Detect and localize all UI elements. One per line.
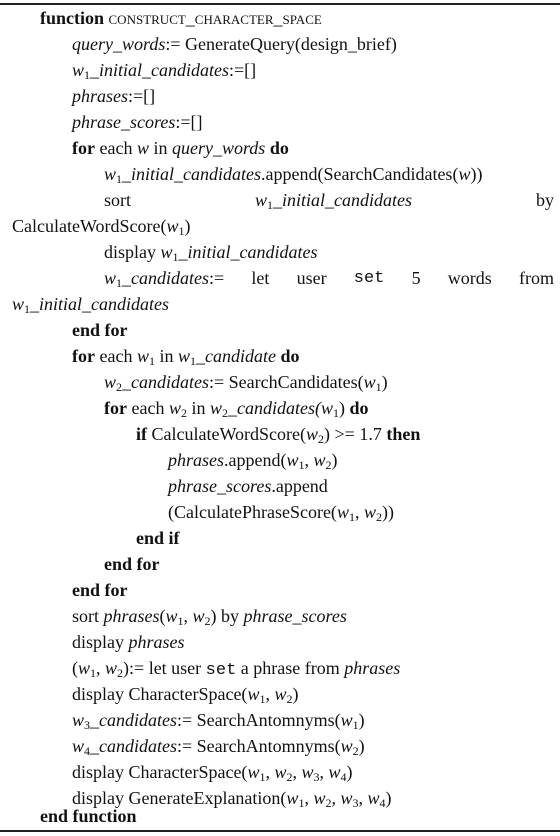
var: w (72, 710, 85, 730)
text: display (104, 242, 156, 262)
for-query-words-line (72, 136, 560, 162)
call: SearchAntomnyms( (196, 710, 341, 730)
kw: do (269, 138, 289, 158)
sub: 2 (286, 770, 293, 784)
text: ) (358, 710, 365, 730)
var: w (168, 398, 181, 418)
text: ) (210, 606, 217, 626)
var: w (274, 762, 287, 782)
sub: 1 (116, 172, 123, 186)
text: a phrase from (240, 658, 340, 678)
sub: 2 (204, 614, 211, 628)
text: ) (184, 216, 191, 236)
query-words-line (72, 32, 560, 58)
sub: 2 (117, 666, 124, 680)
text: , (265, 684, 270, 704)
call: GenerateExplanation( (128, 788, 287, 808)
function-name: construct_character_space (108, 8, 322, 28)
var: w (313, 450, 326, 470)
var: w (340, 710, 353, 730)
display-space-2-line (72, 682, 560, 708)
text: ) (385, 788, 392, 808)
var: w (458, 164, 471, 184)
text: 5 (411, 268, 421, 288)
var: w (136, 138, 149, 158)
end-if: end if (136, 528, 180, 548)
phrase-score-call-line (168, 500, 560, 526)
var: phrases (72, 86, 129, 106)
function-header (40, 6, 560, 32)
text: let (251, 268, 270, 288)
var: query_words (171, 138, 266, 158)
sub: 1 (298, 796, 305, 810)
end-for-2: end for (104, 554, 160, 574)
text: ) (381, 372, 388, 392)
text: >= (334, 424, 355, 444)
phrase-scores-init-line (72, 110, 560, 136)
assign: := (209, 372, 225, 392)
w4-candidates-line (72, 734, 560, 760)
text: user (296, 268, 327, 288)
var: w (104, 268, 117, 288)
sort-phrases-line (72, 604, 560, 630)
var: w (340, 736, 353, 756)
sort-candidates-line (104, 188, 554, 214)
var: phrases (344, 658, 401, 678)
var: _initial_candidates (122, 164, 262, 184)
sub: 4 (340, 770, 347, 784)
text: , (304, 450, 310, 470)
var: w (247, 762, 260, 782)
var: query_words (72, 34, 166, 54)
sub: 2 (325, 796, 332, 810)
var: _initial_candidates (273, 190, 412, 210)
call: SearchCandidates( (228, 372, 364, 392)
sub: 3 (352, 796, 359, 810)
var: w (313, 788, 326, 808)
var: w (274, 684, 287, 704)
end-for-3: end for (72, 580, 128, 600)
text: ):= (123, 658, 145, 678)
mono: set (205, 661, 237, 680)
text: by (221, 606, 240, 626)
text: , (319, 762, 324, 782)
var: w (177, 346, 190, 366)
sub: 2 (325, 458, 332, 472)
text: )) (470, 164, 483, 184)
sub: 4 (84, 744, 91, 758)
for-w1-line (72, 344, 560, 370)
sub: 2 (180, 406, 187, 420)
var: w (12, 294, 25, 314)
assign: :=[] (175, 112, 203, 132)
kw: if (136, 424, 147, 444)
var: w (105, 658, 118, 678)
sub: 1 (352, 718, 359, 732)
var: _candidates (90, 710, 178, 730)
sub: 1 (84, 68, 91, 82)
var: w (286, 788, 299, 808)
text: display (72, 762, 124, 782)
text: display (72, 788, 124, 808)
mono: set (353, 269, 385, 288)
for-w2-line (104, 396, 560, 422)
text: ) (331, 450, 338, 470)
var: w (192, 606, 205, 626)
assign: := (209, 268, 225, 288)
var: _candidates (122, 268, 210, 288)
text: from (519, 268, 554, 288)
sub: 1 (148, 354, 155, 368)
sub: 2 (375, 510, 382, 524)
sort-key-line (12, 214, 560, 240)
var: w (254, 190, 267, 210)
sub: 2 (116, 380, 123, 394)
sub: 4 (379, 796, 386, 810)
call: .append (271, 476, 328, 496)
user-select-line (104, 266, 554, 292)
text: , (265, 762, 270, 782)
display-phrases-line (72, 630, 560, 656)
var: w (104, 372, 117, 392)
sub: 1 (116, 276, 123, 290)
top-rule (0, 3, 560, 5)
text: , (354, 502, 360, 522)
var: w (320, 398, 333, 418)
sub: 1 (178, 224, 185, 238)
sub: 1 (267, 198, 273, 212)
assign: := (177, 736, 193, 756)
sub: 1 (177, 614, 184, 628)
text: , (358, 788, 363, 808)
call: CalculateWordScore( (151, 424, 306, 444)
sub: 1 (259, 692, 266, 706)
var: w (367, 788, 380, 808)
call: CharacterSpace( (128, 684, 248, 704)
var: w (247, 684, 260, 704)
text: in (153, 138, 168, 158)
var: phrase_scores (243, 606, 347, 626)
text: ) (324, 424, 331, 444)
text: words (447, 268, 492, 288)
end-for-1: end for (72, 320, 128, 340)
text: , (183, 606, 189, 626)
bottom-rule (0, 830, 560, 832)
sub: 1 (375, 380, 382, 394)
var: _initial_candidates (30, 294, 170, 314)
kw: do (349, 398, 369, 418)
var: w (72, 60, 85, 80)
sub: 2 (352, 744, 359, 758)
text: display (72, 684, 124, 704)
var: _candidates (90, 736, 178, 756)
var: phrase_scores (168, 476, 272, 496)
user-set-phrase-line (72, 656, 560, 684)
w2-candidates-line (104, 370, 560, 396)
sub: 1 (24, 302, 31, 316)
var: w (136, 346, 149, 366)
sub: 3 (84, 718, 91, 732)
var: phrases (103, 606, 160, 626)
text: ) (346, 762, 353, 782)
text: each (99, 346, 133, 366)
sub: 1 (298, 458, 305, 472)
w3-candidates-line (72, 708, 560, 734)
sub: 2 (286, 692, 293, 706)
text: )) (381, 502, 394, 522)
text: , (96, 658, 101, 678)
var: _candidate (196, 346, 276, 366)
call: CharacterSpace( (128, 762, 248, 782)
var: w (340, 788, 353, 808)
kw: for (72, 346, 95, 366)
var: w (209, 398, 222, 418)
var: w (104, 164, 117, 184)
assign: := (165, 34, 181, 54)
phrases-init-line (72, 84, 560, 110)
text: in (159, 346, 174, 366)
sub: 1 (90, 666, 97, 680)
sub: 1 (259, 770, 266, 784)
var: _candidates (122, 372, 210, 392)
text: , (331, 788, 336, 808)
kw: do (280, 346, 300, 366)
kw: for (72, 138, 95, 158)
sub: 1 (333, 406, 339, 420)
call: .append( (224, 450, 287, 470)
text: sort (104, 190, 131, 210)
text: each (131, 398, 165, 418)
text: ) (292, 684, 299, 704)
var: w (336, 502, 349, 522)
display-candidates-line (104, 240, 560, 266)
sub: 2 (222, 406, 228, 420)
text: ) (358, 736, 365, 756)
var: w (72, 736, 85, 756)
assign: :=[] (229, 60, 257, 80)
var: _initial_candidates (178, 242, 318, 262)
text: ( (72, 658, 78, 678)
text: let user (148, 658, 202, 678)
append-candidates-line (104, 162, 560, 188)
text: ) (339, 398, 345, 418)
end-function: end function (40, 806, 137, 826)
assign: :=[] (128, 86, 156, 106)
var: w (301, 762, 314, 782)
var: w (363, 372, 376, 392)
kw: for (104, 398, 127, 418)
call: CalculateWordScore( (12, 216, 167, 236)
var: w (306, 424, 319, 444)
phrases-append-line (168, 448, 560, 474)
call: (CalculatePhraseScore( (168, 502, 337, 522)
var: _candidates( (228, 398, 321, 418)
text: 1.7 (359, 424, 382, 444)
call: .append(SearchCandidates( (261, 164, 459, 184)
var: w (160, 242, 173, 262)
var: phrases (128, 632, 185, 652)
sub: 1 (348, 510, 355, 524)
phrase-scores-append-line (168, 474, 560, 500)
sub: 3 (313, 770, 320, 784)
call: SearchAntomnyms( (196, 736, 341, 756)
var: _initial_candidates (90, 60, 230, 80)
sub: 2 (318, 432, 325, 446)
user-select-cont-line (12, 292, 560, 318)
var: w (363, 502, 376, 522)
text: , (292, 762, 297, 782)
text: , (304, 788, 309, 808)
text: sort (72, 606, 99, 626)
text: by (535, 190, 554, 210)
var: w (78, 658, 91, 678)
var: w (165, 606, 178, 626)
var: w (328, 762, 341, 782)
sub: 1 (172, 250, 179, 264)
sub: 1 (190, 354, 196, 368)
display-space-4-line (72, 760, 560, 786)
function-keyword: function (40, 8, 105, 28)
var: w (286, 450, 299, 470)
init-candidates-line (72, 58, 560, 84)
var: w (166, 216, 179, 236)
text: ( (159, 606, 166, 626)
kw: then (386, 424, 421, 444)
var: phrase_scores (72, 112, 176, 132)
text: display (72, 632, 124, 652)
text: each (99, 138, 133, 158)
assign: := (177, 710, 193, 730)
text: in (191, 398, 206, 418)
if-score-line (136, 422, 560, 448)
var: phrases (168, 450, 225, 470)
call: GenerateQuery(design_brief) (185, 34, 397, 54)
